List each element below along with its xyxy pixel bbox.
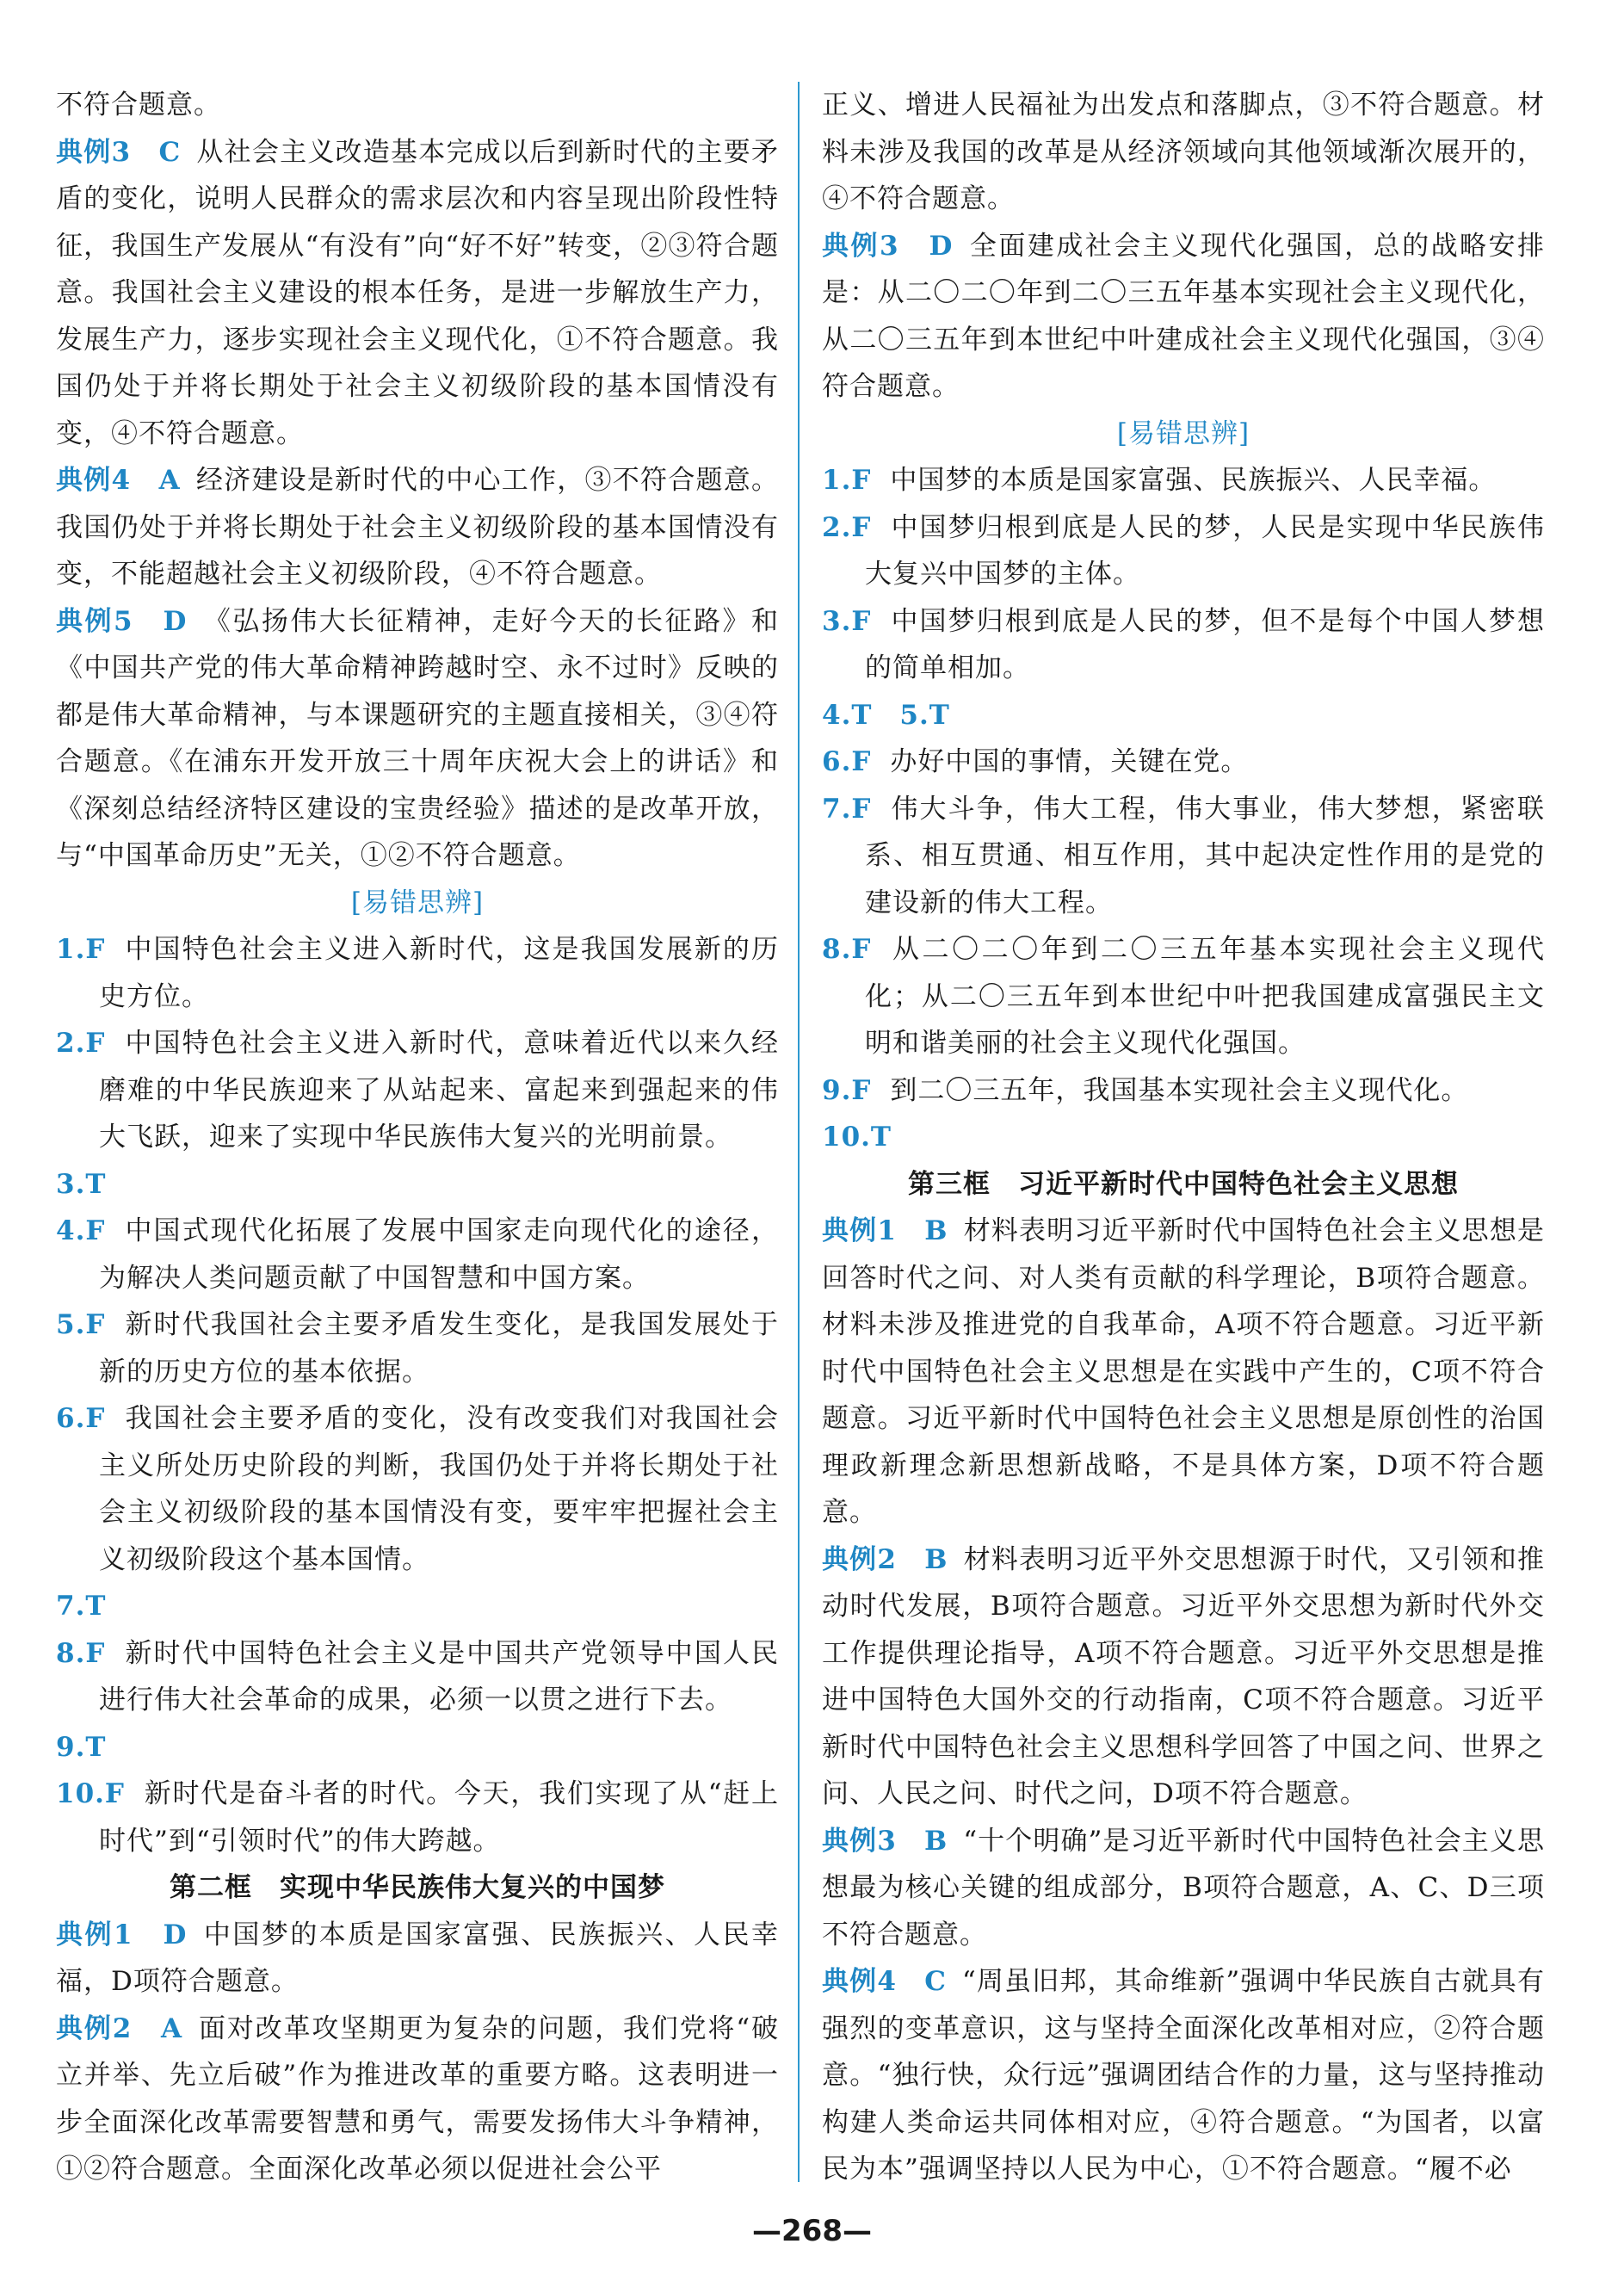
section-heading-yicuo: [易错思辨] xyxy=(350,887,485,918)
answer-item xyxy=(56,1724,779,1771)
answer-text: 新时代中国特色社会主义是中国共产党领导中国人民进行伟大社会革命的成果，必须一以贯之进行下去。 xyxy=(99,1637,779,1715)
answer-key: 7.T xyxy=(56,1591,107,1622)
example-text: “周虽旧邦，其命维新”强调中华民族自古就具有强烈的变革意识，这与坚持全面深化改革相对应，②符合题意。“独行快，众行远”强调团结合作的力量，这与坚持推动构建人类命运共同体相对应，④符合题意。“为国者，以富民为本”强调坚持以人民为中心，①不符合题意。“履不必 xyxy=(822,1966,1545,2185)
answer-text: 中国梦的本质是国家富强、民族振兴、人民幸福。 xyxy=(890,465,1497,496)
answer-item xyxy=(822,1114,1545,1161)
answer-key: 1.F xyxy=(56,934,106,965)
answer-key: 2.F xyxy=(822,511,872,543)
continued-text: 不符合题意。 xyxy=(56,90,221,121)
example-label: 典例3 B xyxy=(822,1825,948,1857)
section-title-3: 第三框 习近平新时代中国特色社会主义思想 xyxy=(908,1168,1459,1200)
example-label: 典例1 D xyxy=(56,1919,188,1950)
answer-item xyxy=(56,1395,779,1583)
answer-key: 2.F xyxy=(56,1028,106,1059)
s3-example-4 xyxy=(822,1958,1545,2193)
example-label: 典例2 B xyxy=(822,1543,948,1575)
example-label: 典例1 B xyxy=(822,1215,948,1246)
example-text: “十个明确”是习近平新时代中国特色社会主义思想最为核心关键的组成部分，B项符合题意，A、C、D三项不符合题意。 xyxy=(822,1825,1545,1950)
right-column xyxy=(822,82,1545,2193)
answer-item xyxy=(56,1208,779,1301)
answer-item xyxy=(822,739,1545,786)
answer-text: 中国式现代化拓展了发展中国家走向现代化的途径，为解决人类问题贡献了中国智慧和中国方案。 xyxy=(99,1215,779,1294)
example-text: 全面建成社会主义现代化强国，总的战略安排是：从二〇二〇年到二〇三五年基本实现社会主义现代化，从二〇三五年到本世纪中叶建成社会主义现代化强国，③④符合题意。 xyxy=(822,230,1546,402)
example-text: 《弘扬伟大长征精神，走好今天的长征路》和《中国共产党的伟大革命精神跨越时空、永不过时》反映的都是伟大革命精神，与本课题研究的主题直接相关，③④符合题意。《在浦东开发开放三十周年庆祝大会上的讲话》和《深刻总结经济特区建设的宝贵经验》描述的是改革开放，与“中国革命历史”无关，①②不符合题意。 xyxy=(56,605,780,871)
answer-key: 3.F xyxy=(822,605,872,637)
example-3 xyxy=(56,129,779,458)
answer-key: 8.F xyxy=(822,934,872,965)
answer-item xyxy=(822,1067,1545,1115)
section-heading-yicuo: [易错思辨] xyxy=(1116,417,1250,449)
example-5 xyxy=(56,598,779,880)
answer-key: 3.T xyxy=(56,1168,107,1200)
example-text: 中国梦的本质是国家富强、民族振兴、人民幸福，D项符合题意。 xyxy=(56,1919,780,1997)
answer-item xyxy=(56,1630,779,1724)
left-column xyxy=(56,82,779,2193)
answer-key: 4.F xyxy=(56,1215,106,1246)
answer-text: 我国社会主要矛盾的变化，没有改变我们对我国社会主义所处历史阶段的判断，我国仍处于并将长期处于社会主义初级阶段的基本国情没有变，要牢牢把握社会主义初级阶段这个基本国情。 xyxy=(99,1403,779,1575)
section-title-2: 第二框 实现中华民族伟大复兴的中国梦 xyxy=(170,1872,665,1903)
answer-text: 中国特色社会主义进入新时代，意味着近代以来久经磨难的中华民族迎来了从站起来、富起来到强起来的伟大飞跃，迎来了实现中华民族伟大复兴的光明前景。 xyxy=(99,1028,779,1153)
answer-item xyxy=(56,926,779,1020)
example-text: 面对改革攻坚期更为复杂的问题，我们党将“破立并举、先立后破”作为推进改革的重要方略。这表明进一步全面深化改革需要智慧和勇气，需要发扬伟大斗争精神，①②符合题意。全面深化改革必须以促进社会公平 xyxy=(56,2012,779,2185)
answer-key: 1.F xyxy=(822,465,872,496)
answer-key: 4.T 5.T xyxy=(822,699,950,731)
answer-item xyxy=(56,1583,779,1630)
example-text: 材料表明习近平新时代中国特色社会主义思想是回答时代之问、对人类有贡献的科学理论，B项符合题意。材料未涉及推进党的自我革命，A项不符合题意。习近平新时代中国特色社会主义思想是在实践中产生的，C项不符合题意。习近平新时代中国特色社会主义思想是原创性的治国理政新理念新思想新战略，不是具体方案，D项不符合题意。 xyxy=(822,1215,1545,1528)
example-text: 材料表明习近平外交思想源于时代，又引领和推动时代发展，B项符合题意。习近平外交思想为新时代外交工作提供理论指导，A项不符合题意。习近平外交思想是推进中国特色大国外交的行动指南，C项不符合题意。习近平新时代中国特色社会主义思想科学回答了中国之问、世界之问、人民之问、时代之问，D项不符合题意。 xyxy=(822,1543,1545,1809)
s3-example-2 xyxy=(822,1536,1545,1818)
example-label: 典例4 C xyxy=(822,1966,947,1997)
answer-text: 从二〇二〇年到二〇三五年基本实现社会主义现代化；从二〇三五年到本世纪中叶把我国建成富强民主文明和谐美丽的社会主义现代化强国。 xyxy=(865,934,1545,1059)
answer-key: 10.F xyxy=(56,1778,125,1809)
answer-item xyxy=(822,926,1545,1067)
answer-key: 6.F xyxy=(822,746,872,777)
answer-item xyxy=(822,598,1545,692)
answer-key: 8.F xyxy=(56,1637,106,1669)
example-label: 典例2 A xyxy=(56,2012,183,2044)
answer-key: 6.F xyxy=(56,1403,106,1434)
answer-item xyxy=(56,1771,779,1864)
example-label: 典例3 D xyxy=(822,230,954,262)
answer-text: 新时代我国社会主要矛盾发生变化，是我国发展处于新的历史方位的基本依据。 xyxy=(99,1309,779,1388)
example-text: 从社会主义改造基本完成以后到新时代的主要矛盾的变化，说明人民群众的需求层次和内容呈现出阶段性特征，我国生产发展从“有没有”向“好不好”转变，②③符合题意。我国社会主义建设的根本任务，是进一步解放生产力，发展生产力，逐步实现社会主义现代化，①不符合题意。我国仍处于并将长期处于社会主义初级阶段的基本国情没有变，④不符合题意。 xyxy=(56,136,779,449)
answer-item xyxy=(822,692,1545,739)
column-divider xyxy=(798,82,800,2182)
s2-example-1 xyxy=(56,1912,779,2006)
example-label: 典例5 D xyxy=(56,605,188,637)
s2-example-3 xyxy=(822,223,1545,411)
answer-item xyxy=(822,457,1545,504)
page-number: —268— xyxy=(752,2214,872,2248)
answer-key: 7.F xyxy=(822,793,872,825)
answer-item xyxy=(822,786,1545,927)
answer-key: 9.T xyxy=(56,1731,107,1763)
answer-item xyxy=(56,1161,779,1208)
answer-text: 中国梦归根到底是人民的梦，人民是实现中华民族伟大复兴中国梦的主体。 xyxy=(865,511,1545,590)
s3-example-1 xyxy=(822,1208,1545,1536)
example-label: 典例3 C xyxy=(56,136,182,168)
answer-item xyxy=(56,1020,779,1161)
answer-key: 9.F xyxy=(822,1074,872,1106)
answer-key: 5.F xyxy=(56,1309,106,1340)
answer-item xyxy=(56,1301,779,1395)
s2-example-2 xyxy=(56,2006,779,2193)
answer-text: 新时代是奋斗者的时代。今天，我们实现了从“赶上时代”到“引领时代”的伟大跨越。 xyxy=(99,1778,779,1857)
answer-key: 10.T xyxy=(822,1122,892,1153)
example-4 xyxy=(56,457,779,598)
example-label: 典例4 A xyxy=(56,465,181,496)
answer-text: 中国特色社会主义进入新时代，这是我国发展新的历史方位。 xyxy=(99,934,779,1012)
answer-text: 伟大斗争，伟大工程，伟大事业，伟大梦想，紧密联系、相互贯通、相互作用，其中起决定性作用的是党的建设新的伟大工程。 xyxy=(865,793,1545,918)
answer-text: 办好中国的事情，关键在党。 xyxy=(890,746,1249,777)
answer-item xyxy=(822,504,1545,598)
answer-text: 到二〇三五年，我国基本实现社会主义现代化。 xyxy=(890,1074,1469,1106)
continued-text: 正义、增进人民福祉为出发点和落脚点，③不符合题意。材料未涉及我国的改革是从经济领域向其他领域渐次展开的，④不符合题意。 xyxy=(822,90,1545,214)
answer-text: 中国梦归根到底是人民的梦，但不是每个中国人梦想的简单相加。 xyxy=(865,605,1545,683)
example-text: 经济建设是新时代的中心工作，③不符合题意。我国仍处于并将长期处于社会主义初级阶段的基本国情没有变，不能超越社会主义初级阶段，④不符合题意。 xyxy=(56,465,780,590)
s3-example-3 xyxy=(822,1818,1545,1959)
